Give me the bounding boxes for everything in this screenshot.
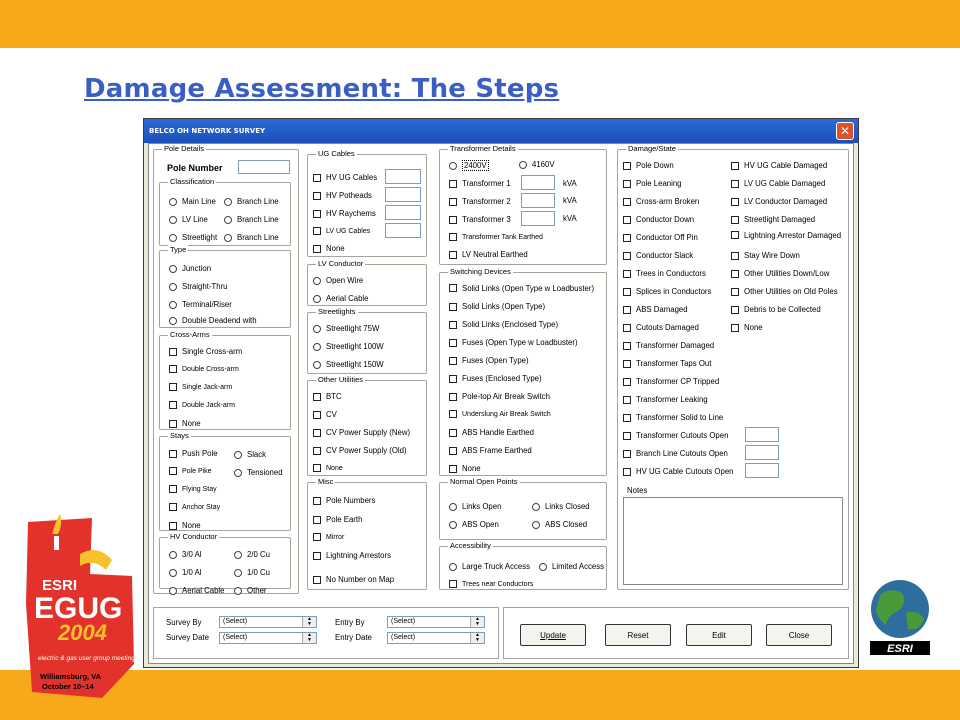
streetlight-100w-radio[interactable]: Streetlight 100W: [313, 342, 384, 351]
normal-open-points-label: Normal Open Points: [450, 477, 518, 486]
egug-text: EGUG: [34, 592, 123, 625]
damage-abs-damaged-checkbox[interactable]: ABS Damaged: [623, 305, 688, 314]
cross-arms-label: Cross-Arms: [170, 330, 210, 339]
bottom-accent-bar: [0, 670, 960, 720]
hv-conductor-label: HV Conductor: [170, 532, 218, 541]
underslung-air-break-switch-checkbox[interactable]: Underslung Air Break Switch: [449, 410, 551, 418]
damage-debris-checkbox[interactable]: Debris to be Collected: [731, 305, 821, 314]
misc-pole-numbers-checkbox[interactable]: Pole Numbers: [313, 496, 375, 505]
lv-ug-cables-checkbox[interactable]: LV UG Cables: [313, 227, 370, 235]
hv-conductor-2-0-cu-radio[interactable]: 2/0 Cu: [234, 550, 270, 559]
slide-title[interactable]: Damage Assessment: The Steps: [84, 74, 560, 104]
transformer-details-label: Transformer Details: [450, 144, 516, 153]
egug-year-text: 2004: [58, 620, 107, 645]
solid-links-enclosed-checkbox[interactable]: Solid Links (Enclosed Type): [449, 320, 558, 329]
damage-branch-line-cutouts-open-checkbox[interactable]: Branch Line Cutouts Open: [623, 449, 728, 458]
lv-open-wire-radio[interactable]: Open Wire: [313, 276, 363, 285]
damage-hv-ug-cable-damaged-checkbox[interactable]: HV UG Cable Damaged: [731, 161, 827, 170]
type-label: Type: [170, 245, 187, 254]
damage-transformer-cp-tripped-checkbox[interactable]: Transformer CP Tripped: [623, 377, 719, 386]
pole-details-label: Pole Details: [164, 144, 205, 153]
damage-conductor-down-checkbox[interactable]: Conductor Down: [623, 215, 694, 224]
pole-number-label: Pole Number: [167, 163, 223, 173]
hv-ug-cables-checkbox[interactable]: HV UG Cables: [313, 173, 377, 182]
switching-none-checkbox[interactable]: None: [449, 464, 481, 473]
damage-cross-arm-broken-checkbox[interactable]: Cross-arm Broken: [623, 197, 699, 206]
lv-conductor-label: LV Conductor: [318, 259, 364, 268]
damage-splices-checkbox[interactable]: Splices in Conductors: [623, 287, 711, 296]
streetlights-label: Streetlights: [318, 307, 356, 316]
reset-button[interactable]: Reset: [605, 624, 671, 646]
hv-conductor-aerial-cable-radio[interactable]: Aerial Cable: [169, 586, 224, 595]
egug-tagline-text: electric & gas user group meeting: [38, 655, 135, 662]
damage-none-checkbox[interactable]: None: [731, 323, 763, 332]
limited-access-radio[interactable]: Limited Access: [539, 562, 604, 571]
utility-cv-checkbox[interactable]: CV: [313, 410, 337, 419]
cross-arm-single-checkbox[interactable]: Single Cross-arm: [169, 347, 242, 356]
hv-raychems-count-input[interactable]: [385, 205, 421, 220]
transformer-3-kva-unit: kVA: [563, 214, 577, 223]
other-utilities-label: Other Utilities: [318, 375, 364, 384]
entry-date-spin-icon: ▲ ▼: [470, 633, 484, 643]
survey-dialog: [143, 118, 859, 668]
stays-none-checkbox[interactable]: None: [169, 521, 201, 530]
damage-transformer-leaking-checkbox[interactable]: Transformer Leaking: [623, 395, 708, 404]
hv-raychems-checkbox[interactable]: HV Raychems: [313, 209, 376, 218]
voltage-2400v-radio[interactable]: 2400V: [449, 160, 489, 171]
edit-button[interactable]: Edit: [686, 624, 752, 646]
transformer-2-checkbox[interactable]: Transformer 2: [449, 197, 511, 206]
utility-btc-checkbox[interactable]: BTC: [313, 392, 342, 401]
notes-textarea[interactable]: [623, 497, 843, 585]
notes-label: Notes: [627, 486, 648, 495]
jack-arm-single-checkbox[interactable]: Single Jack-arm: [169, 383, 232, 391]
damage-transformer-cutouts-open-checkbox[interactable]: Transformer Cutouts Open: [623, 431, 728, 440]
transformer-1-checkbox[interactable]: Transformer 1: [449, 179, 511, 188]
misc-lightning-arrestors-checkbox[interactable]: Lightning Arrestors: [313, 551, 391, 560]
survey-by-label: Survey By: [166, 618, 202, 627]
switching-devices-label: Switching Devices: [450, 267, 511, 276]
transformer-1-kva-input[interactable]: [521, 175, 555, 190]
type-straight-thru-radio[interactable]: Straight-Thru: [169, 282, 228, 291]
abs-frame-earthed-checkbox[interactable]: ABS Frame Earthed: [449, 446, 532, 455]
abs-handle-earthed-checkbox[interactable]: ABS Handle Earthed: [449, 428, 534, 437]
trees-near-conductors-checkbox[interactable]: Trees near Conductors: [449, 580, 533, 588]
misc-no-number-on-map-checkbox[interactable]: No Number on Map: [313, 575, 394, 584]
transformer-3-checkbox[interactable]: Transformer 3: [449, 215, 511, 224]
type-double-deadend-radio[interactable]: Double Deadend with: [169, 316, 257, 325]
transformer-1-kva-unit: kVA: [563, 179, 577, 188]
fuses-enclosed-checkbox[interactable]: Fuses (Enclosed Type): [449, 374, 542, 383]
other-utilities-none-checkbox[interactable]: None: [313, 464, 343, 472]
accessibility-label: Accessibility: [450, 541, 491, 550]
egug-location-text: Williamsburg, VA: [40, 672, 102, 681]
entry-date-select[interactable]: (Select) ▲ ▼: [387, 632, 485, 644]
damage-other-utilities-old-poles-checkbox[interactable]: Other Utilities on Old Poles: [731, 287, 838, 296]
abs-open-radio[interactable]: ABS Open: [449, 520, 499, 529]
damage-conductor-slack-checkbox[interactable]: Conductor Slack: [623, 251, 693, 260]
misc-pole-earth-checkbox[interactable]: Pole Earth: [313, 515, 362, 524]
lv-neutral-earthed-checkbox[interactable]: LV Neutral Earthed: [449, 250, 528, 259]
damage-lv-conductor-damaged-checkbox[interactable]: LV Conductor Damaged: [731, 197, 827, 206]
damage-state-label: Damage/State: [628, 144, 676, 153]
classification-lv-line-radio[interactable]: LV Line: [169, 215, 208, 224]
hv-ug-cables-count-input[interactable]: [385, 169, 421, 184]
classification-streetlight-radio[interactable]: Streetlight: [169, 233, 217, 242]
jack-arm-double-checkbox[interactable]: Double Jack-arm: [169, 401, 235, 409]
classification-label: Classification: [170, 177, 215, 186]
egug-dates-text: October 10–14: [42, 682, 94, 691]
voltage-4160v-radio[interactable]: 4160V: [519, 160, 555, 169]
dialog-title: BELCO OH NETWORK SURVEY: [144, 119, 858, 143]
survey-by-spin-icon: ▲ ▼: [302, 617, 316, 627]
entry-by-spin-icon: ▲ ▼: [470, 617, 484, 627]
hv-conductor-other-radio[interactable]: Other: [234, 586, 267, 595]
cross-arm-double-checkbox[interactable]: Double Cross-arm: [169, 365, 239, 373]
large-truck-access-radio[interactable]: Large Truck Access: [449, 562, 530, 571]
type-terminal-riser-radio[interactable]: Terminal/Riser: [169, 300, 232, 309]
streetlight-150w-radio[interactable]: Streetlight 150W: [313, 360, 384, 369]
egug-2004-logo: [22, 514, 142, 704]
transformer-tank-earthed-checkbox[interactable]: Transformer Tank Earthed: [449, 233, 543, 241]
type-junction-radio[interactable]: Junction: [169, 264, 211, 273]
classification-branch-line-2-radio[interactable]: Branch Line: [224, 215, 279, 224]
transformer-2-kva-input[interactable]: [521, 193, 555, 208]
update-button[interactable]: Update: [520, 624, 586, 646]
hv-conductor-1-0-al-radio[interactable]: 1/0 Al: [169, 568, 202, 577]
utility-cv-power-old-checkbox[interactable]: CV Power Supply (Old): [313, 446, 407, 455]
transformer-2-kva-unit: kVA: [563, 196, 577, 205]
stay-pole-pike-checkbox[interactable]: Pole Pike: [169, 467, 212, 475]
damage-conductor-off-pin-checkbox[interactable]: Conductor Off Pin: [623, 233, 698, 242]
lv-aerial-cable-radio[interactable]: Aerial Cable: [313, 294, 368, 303]
hv-ug-cable-cutouts-open-count-input[interactable]: [745, 463, 779, 478]
solid-links-open-loadbuster-checkbox[interactable]: Solid Links (Open Type w Loadbuster): [449, 284, 601, 294]
ug-cables-label: UG Cables: [318, 149, 355, 158]
stay-anchor-checkbox[interactable]: Anchor Stay: [169, 503, 220, 511]
damage-hv-ug-cable-cutouts-open-checkbox[interactable]: HV UG Cable Cutouts Open: [623, 467, 734, 476]
pole-number-input[interactable]: [238, 160, 290, 174]
entry-by-select[interactable]: (Select) ▲ ▼: [387, 616, 485, 628]
stay-tensioned-radio[interactable]: Tensioned: [234, 468, 283, 477]
classification-branch-line-3-radio[interactable]: Branch Line: [224, 233, 279, 242]
classification-main-line-radio[interactable]: Main Line: [169, 197, 216, 206]
egug-esri-text: ESRI: [42, 577, 78, 594]
hv-conductor-1-0-cu-radio[interactable]: 1/0 Cu: [234, 568, 270, 577]
hv-potheads-checkbox[interactable]: HV Potheads: [313, 191, 372, 200]
hv-conductor-3-0-al-radio[interactable]: 3/0 Al: [169, 550, 202, 559]
cross-arms-none-checkbox[interactable]: None: [169, 419, 201, 428]
damage-transformer-taps-out-checkbox[interactable]: Transformer Taps Out: [623, 359, 711, 368]
hv-potheads-count-input[interactable]: [385, 187, 421, 202]
links-closed-radio[interactable]: Links Closed: [532, 502, 590, 511]
links-open-radio[interactable]: Links Open: [449, 502, 501, 511]
damage-transformer-solid-to-line-checkbox[interactable]: Transformer Solid to Line: [623, 413, 723, 422]
damage-cutouts-damaged-checkbox[interactable]: Cutouts Damaged: [623, 323, 699, 332]
damage-transformer-damaged-checkbox[interactable]: Transformer Damaged: [623, 341, 714, 350]
survey-by-select[interactable]: (Select) ▲ ▼: [219, 616, 317, 628]
survey-date-spin-icon: ▲ ▼: [302, 633, 316, 643]
damage-lv-ug-cable-damaged-checkbox[interactable]: LV UG Cable Damaged: [731, 179, 825, 188]
fuses-open-checkbox[interactable]: Fuses (Open Type): [449, 356, 529, 365]
stay-flying-checkbox[interactable]: Flying Stay: [169, 485, 217, 493]
damage-other-utilities-down-checkbox[interactable]: Other Utilities Down/Low: [731, 269, 829, 278]
hv-conductor-group: [159, 532, 291, 589]
normal-open-points-group: [439, 477, 607, 540]
lv-ug-cables-count-input[interactable]: [385, 223, 421, 238]
damage-pole-down-checkbox[interactable]: Pole Down: [623, 161, 674, 170]
damage-stay-wire-down-checkbox[interactable]: Stay Wire Down: [731, 251, 800, 260]
misc-mirror-checkbox[interactable]: Mirror: [313, 533, 344, 541]
streetlight-75w-radio[interactable]: Streetlight 75W: [313, 324, 379, 333]
damage-trees-in-conductors-checkbox[interactable]: Trees in Conductors: [623, 269, 706, 278]
transformer-cutouts-open-count-input[interactable]: [745, 427, 779, 442]
entry-date-label: Entry Date: [335, 633, 372, 642]
survey-date-label: Survey Date: [166, 633, 209, 642]
solid-links-open-checkbox[interactable]: Solid Links (Open Type): [449, 302, 545, 311]
esri-logo: [866, 577, 936, 659]
damage-streetlight-damaged-checkbox[interactable]: Streetlight Damaged: [731, 215, 815, 224]
fuses-open-loadbuster-checkbox[interactable]: Fuses (Open Type w Loadbuster): [449, 338, 578, 347]
close-button[interactable]: Close: [766, 624, 832, 646]
utility-cv-power-new-checkbox[interactable]: CV Power Supply (New): [313, 428, 410, 437]
entry-by-label: Entry By: [335, 618, 365, 627]
misc-label: Misc: [318, 477, 334, 486]
esri-logo-text: ESRI: [887, 643, 913, 655]
survey-date-select[interactable]: (Select) ▲ ▼: [219, 632, 317, 644]
stays-label: Stays: [170, 431, 189, 440]
ug-cables-none-checkbox[interactable]: None: [313, 244, 345, 253]
abs-closed-radio[interactable]: ABS Closed: [532, 520, 587, 529]
close-icon[interactable]: ✕: [836, 122, 854, 140]
dialog-body: [148, 143, 854, 664]
pole-top-air-break-switch-checkbox[interactable]: Pole-top Air Break Switch: [449, 392, 550, 401]
stay-slack-radio[interactable]: Slack: [234, 450, 266, 459]
branch-line-cutouts-open-count-input[interactable]: [745, 445, 779, 460]
damage-lightning-arrestor-damaged-checkbox[interactable]: Lightning Arrestor Damaged: [731, 231, 841, 242]
top-accent-bar: [0, 0, 960, 48]
transformer-3-kva-input[interactable]: [521, 211, 555, 226]
damage-pole-leaning-checkbox[interactable]: Pole Leaning: [623, 179, 682, 188]
stay-push-pole-checkbox[interactable]: Push Pole: [169, 449, 218, 458]
classification-branch-line-radio[interactable]: Branch Line: [224, 197, 279, 206]
